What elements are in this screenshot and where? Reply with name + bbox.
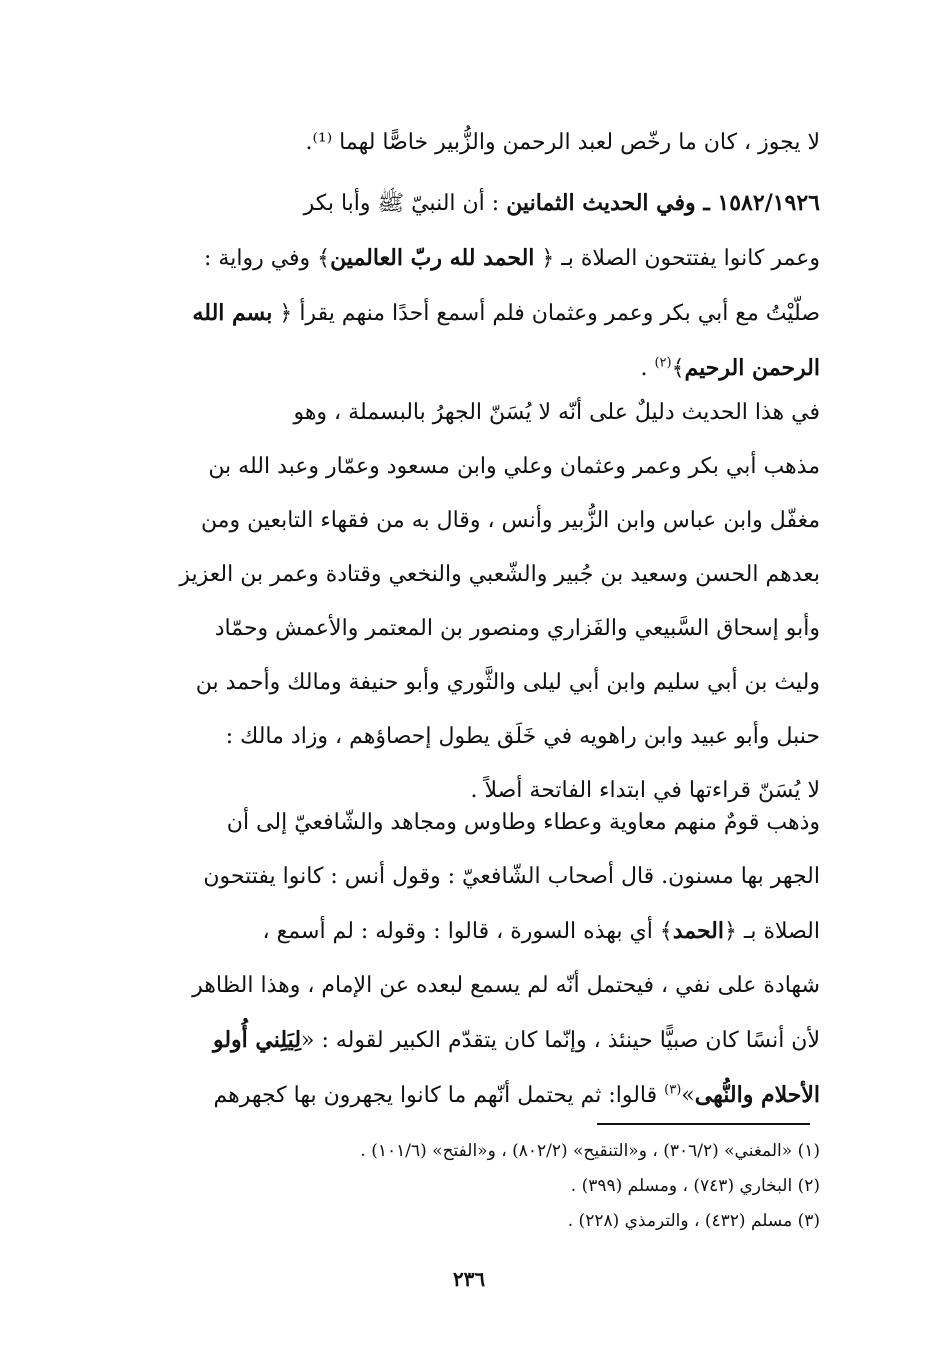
text-line: وأبو إسحاق السَّبيعي والفَزاري ومنصور بن المعتمر والأعمش وحمّاد	[214, 616, 820, 641]
text-line	[78, 1013, 820, 1068]
quran-quote: الحمد	[672, 918, 724, 944]
text-segment: قالوا: ثم يحتمل أنّهم ما كانوا يجهرون بها كجهرهم	[213, 1083, 665, 1108]
text-segment: لأن أنسًا كان صبيًّا حينئذ ، وإنّما كان يتقدّم الكبير لقوله : «	[301, 1028, 820, 1053]
hadith-heading-line	[78, 176, 820, 231]
text-line: وليث بن أبي سليم وابن أبي ليلى والثَّوري وأبو حنيفة ومالك وأحمد بن	[195, 670, 820, 695]
text-line: حنبل وأبو عبيد وابن راهويه في خَلَق يطول إحصاؤهم ، وزاد مالك :	[225, 724, 820, 749]
text-line: شهادة على نفي ، فيحتمل أنّه لم يسمع لبعده عن الإمام ، وهذا الظاهر	[192, 973, 820, 998]
text-segment: وعمر كانوا يفتتحون الصلاة بـ ﴿	[534, 246, 820, 271]
footnote: (٣) مسلم (٤٣٢) ، والترمذي (٢٢٨) .	[567, 1211, 820, 1231]
text-line	[78, 1068, 820, 1123]
quran-quote: الحمد لله ربّ العالمين	[330, 245, 535, 271]
text-line: بعدهم الحسن وسعيد بن جُبير والشّعبي والنخعي وقتادة وعمر بن العزيز	[179, 562, 820, 587]
text-segment: .	[640, 356, 655, 381]
commentary-paragraph	[78, 386, 820, 818]
text-line: الجهر بها مسنون. قال أصحاب الشّافعيّ : وقول أنس : كانوا يفتتحون	[203, 864, 820, 889]
text-line	[78, 231, 820, 286]
text-line: لا يُسَنّ قراءتها في ابتداء الفاتحة أصلاً .	[470, 778, 820, 803]
footnote: (٢) البخاري (٧٤٣) ، ومسلم (٣٩٩) .	[570, 1176, 820, 1196]
paragraph-continuation	[78, 116, 820, 170]
text-segment: ﴾ أي بهذه السورة ، قالوا : وقوله : لم أسمع ،	[262, 919, 673, 944]
footnote-divider	[597, 1123, 810, 1125]
commentary-paragraph	[78, 796, 820, 1123]
hadith-heading: ١٥٨٢/١٩٢٦ ـ وفي الحديث الثمانين	[506, 190, 820, 216]
text-segment: صلّيْتُ مع أبي بكر وعمر وعثمان فلم أسمع أحدًا منهم يقرأ ﴿	[272, 301, 820, 326]
text-line	[78, 286, 820, 341]
hadith-paragraph	[78, 176, 820, 396]
page-number: ٢٣٦	[452, 1267, 486, 1291]
text-segment: ﴾	[671, 356, 685, 381]
text-line: وذهب قومٌ منهم معاوية وعطاء وطاوس ومجاهد والشّافعيّ إلى أن	[226, 810, 820, 835]
text-segment: ﴾ وفي رواية :	[204, 246, 331, 271]
footnote-marker: (٣)	[664, 1082, 682, 1098]
text-segment: : أن النبيّ ﷺ وأبا بكر	[303, 191, 507, 216]
text-line: لا يجوز ، كان ما رخّص لعبد الرحمن والزُّبير خاصًّا لهما ⁽¹⁾.	[305, 130, 820, 155]
text-segment: الصلاة بـ ﴿	[724, 919, 820, 944]
footnote: (١) «المغني» (٣٠٦/٢) ، و«التنقيح» (٨٠٢/٢) ، و«الفتح» (١٠١/٦) .	[360, 1141, 820, 1161]
footnotes	[78, 1134, 820, 1239]
footnote-marker: (٢)	[654, 355, 672, 371]
hadith-quote: الأحلام والنُّهى	[694, 1082, 820, 1108]
hadith-quote: لِيَلِني أُولو	[212, 1027, 302, 1053]
quran-quote: الرحمن الرحيم	[684, 355, 820, 381]
text-line: مغفّل وابن عباس وابن الزُّبير وأنس ، وقال به من فقهاء التابعين ومن	[200, 508, 820, 533]
quran-quote: بسم الله	[192, 300, 273, 326]
text-line	[78, 904, 820, 959]
text-segment: »	[681, 1083, 695, 1108]
text-line: في هذا الحديث دليلٌ على أنّه لا يُسَنّ الجهرُ بالبسملة ، وهو	[293, 400, 820, 425]
text-line: مذهب أبي بكر وعمر وعثمان وعلي وابن مسعود وعمّار وعبد الله بن	[208, 454, 820, 479]
